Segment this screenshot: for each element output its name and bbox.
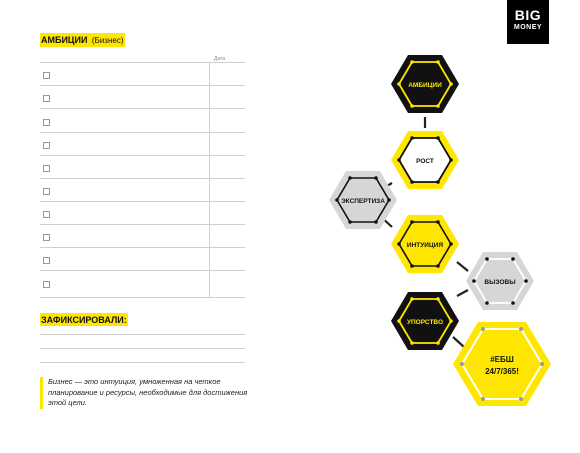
ambitions-title: АМБИЦИИ — [41, 35, 88, 45]
date-column-label: Дата — [214, 56, 226, 62]
logo-text-money: MONEY — [513, 24, 543, 31]
hex-expertise — [329, 171, 397, 229]
hex-label-expertise: ЭКСПЕРТИЗА — [341, 198, 385, 205]
hex-challenges — [466, 252, 534, 310]
hex-label-ambitions: АМБИЦИИ — [408, 82, 442, 89]
hex-persistence — [391, 292, 459, 350]
hex-label-growth: РОСТ — [416, 158, 434, 165]
hex-label-persistence: УПОРСТВО — [406, 319, 444, 326]
hex-ambitions — [391, 55, 459, 113]
quote-text: Бизнес — это интуиция, умноженная на четкое планирование и ресурсы, необходимые для достижения этой цели. — [48, 377, 248, 407]
hex-label-motto-tag: #ЕБШ — [490, 355, 514, 364]
hex-intuition — [391, 215, 459, 273]
hex-connector — [457, 290, 468, 296]
fixed-title: ЗАФИКСИРОВАЛИ: — [41, 315, 127, 325]
hex-connector — [453, 337, 464, 347]
hex-growth — [391, 131, 459, 189]
hex-connector — [457, 262, 468, 271]
hex-motto — [453, 322, 551, 406]
hex-label-challenges: ВЫЗОВЫ — [484, 279, 516, 286]
logo-text-big: BIG — [514, 7, 542, 23]
ambitions-subtitle: (Бизнес) — [91, 36, 124, 45]
hex-label-motto-schedule: 24/7/365! — [485, 367, 519, 376]
hex-label-intuition: ИНТУИЦИЯ — [406, 242, 444, 249]
